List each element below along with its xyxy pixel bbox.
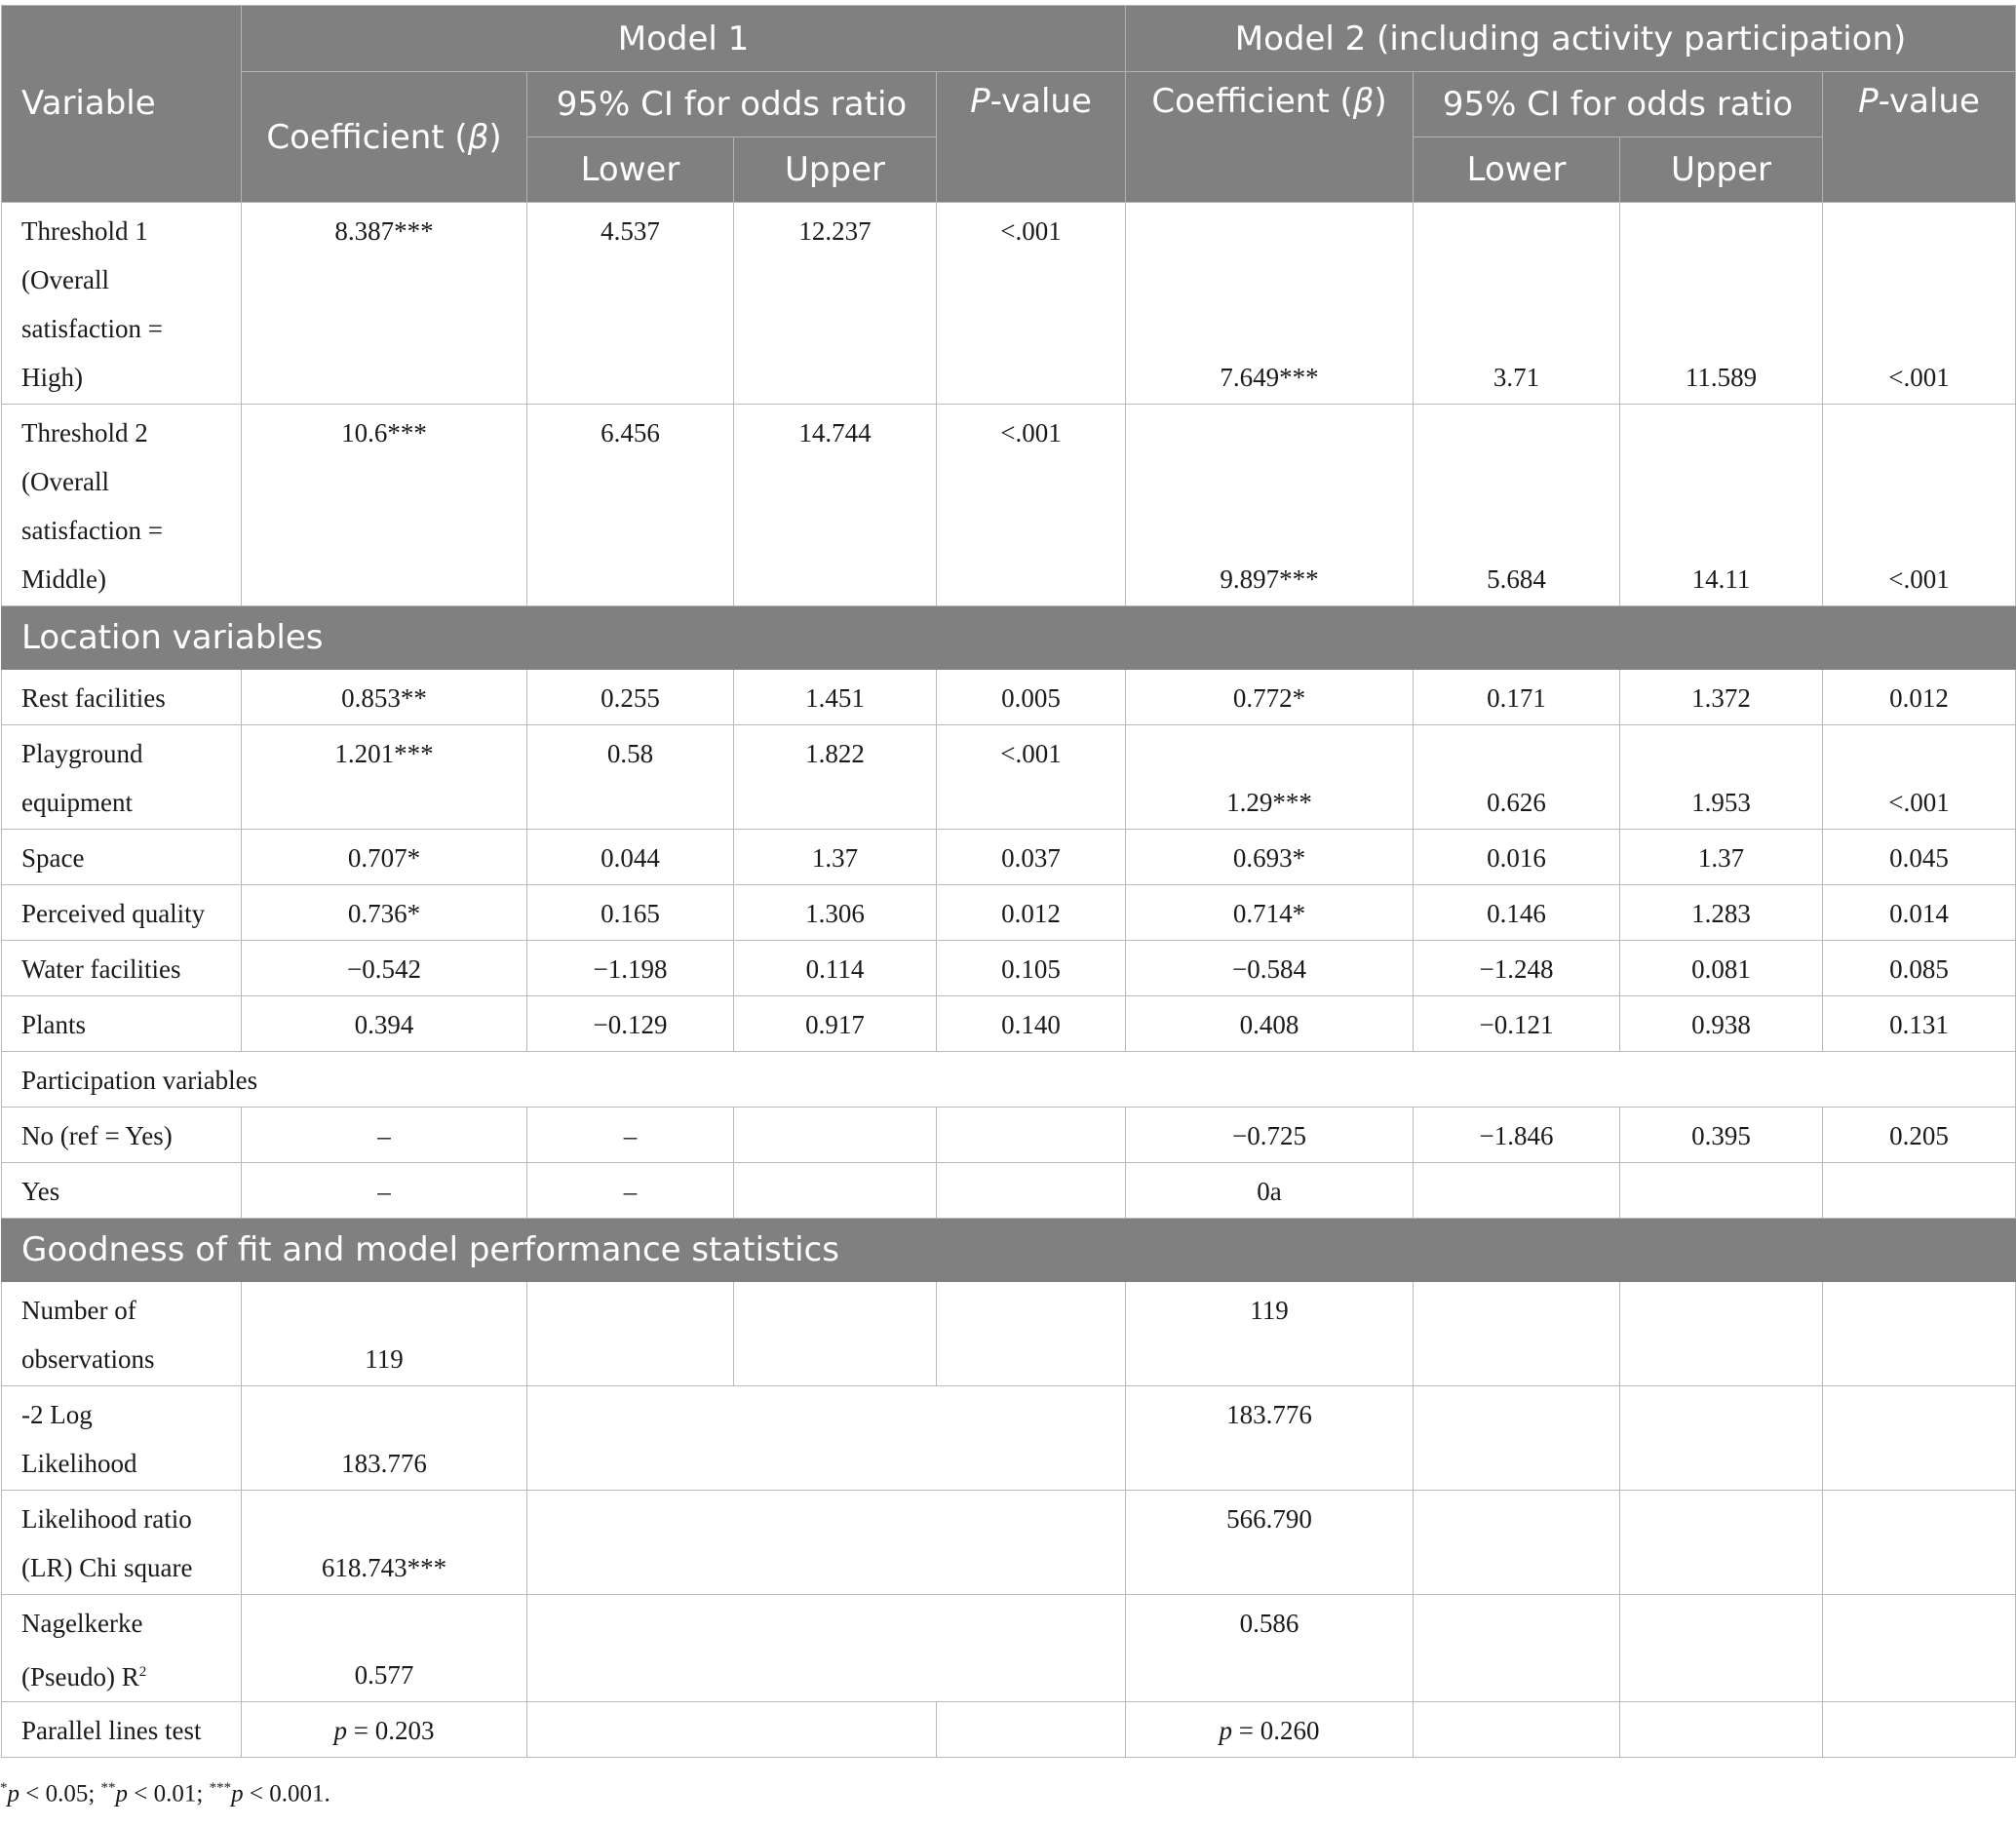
cell: 0.045 <box>1823 830 2016 885</box>
cell: 0.012 <box>937 885 1126 941</box>
section-title: Participation variables <box>2 1052 2016 1108</box>
cell: 14.11 <box>1620 405 1823 606</box>
cell: 0.408 <box>1126 996 1414 1052</box>
row-label: Likelihood ratio (LR) Chi square <box>2 1491 242 1595</box>
row-label: Yes <box>2 1163 242 1219</box>
section-participation <box>2 1052 2016 1108</box>
table-row <box>2 1108 2016 1163</box>
cell: 1.451 <box>734 670 937 725</box>
cell: 0.586 <box>1126 1595 1414 1702</box>
cell <box>527 1386 1126 1491</box>
cell: 566.790 <box>1126 1491 1414 1595</box>
cell <box>1823 1595 2016 1702</box>
cell: – <box>527 1163 734 1219</box>
cell <box>1823 1386 2016 1491</box>
row-label: Parallel lines test <box>2 1702 242 1758</box>
cell: <.001 <box>937 405 1126 606</box>
cell: 1.29*** <box>1126 725 1414 830</box>
row-label: Number of observations <box>2 1282 242 1386</box>
cell <box>1620 1163 1823 1219</box>
cell: 0.626 <box>1414 725 1620 830</box>
cell: 5.684 <box>1414 405 1620 606</box>
cell: 1.201*** <box>242 725 527 830</box>
cell: 0.165 <box>527 885 734 941</box>
cell: −0.725 <box>1126 1108 1414 1163</box>
header-coef-m2: Coefficient (β) <box>1126 72 1414 203</box>
cell: 1.283 <box>1620 885 1823 941</box>
table-row <box>2 830 2016 885</box>
header-ci-m2: 95% CI for odds ratio <box>1414 72 1823 137</box>
cell: 1.37 <box>734 830 937 885</box>
table-row <box>2 1386 2016 1491</box>
cell: <.001 <box>1823 725 2016 830</box>
row-label: Threshold 2 (Overall satisfaction = Middle) <box>2 405 242 606</box>
cell <box>1620 1386 1823 1491</box>
table-row <box>2 1163 2016 1219</box>
cell: p = 0.260 <box>1126 1702 1414 1758</box>
row-label: -2 Log Likelihood <box>2 1386 242 1491</box>
cell <box>527 1282 734 1386</box>
cell <box>1823 1491 2016 1595</box>
header-upper-m2: Upper <box>1620 137 1823 203</box>
cell <box>1414 1386 1620 1491</box>
cell <box>1823 1702 2016 1758</box>
cell: 0.140 <box>937 996 1126 1052</box>
row-label: Water facilities <box>2 941 242 996</box>
section-title: Goodness of fit and model performance statistics <box>2 1219 2016 1282</box>
table-row <box>2 1702 2016 1758</box>
cell: 618.743*** <box>242 1491 527 1595</box>
cell: <.001 <box>1823 203 2016 405</box>
cell: 0.938 <box>1620 996 1823 1052</box>
cell: 3.71 <box>1414 203 1620 405</box>
cell: 0.693* <box>1126 830 1414 885</box>
row-label: Playground equipment <box>2 725 242 830</box>
cell: 0a <box>1126 1163 1414 1219</box>
cell: 8.387*** <box>242 203 527 405</box>
cell: 1.37 <box>1620 830 1823 885</box>
cell: 11.589 <box>1620 203 1823 405</box>
cell: 0.205 <box>1823 1108 2016 1163</box>
cell <box>937 1702 1126 1758</box>
section-title: Location variables <box>2 606 2016 670</box>
header-variable: Variable <box>2 6 242 203</box>
cell: −1.248 <box>1414 941 1620 996</box>
cell <box>527 1595 1126 1702</box>
section-location <box>2 606 2016 670</box>
cell: 0.772* <box>1126 670 1414 725</box>
table-row <box>2 1595 2016 1702</box>
cell: 0.085 <box>1823 941 2016 996</box>
footnote: *p < 0.05; **p < 0.01; ***p < 0.001. <box>0 1780 330 1808</box>
cell: 119 <box>242 1282 527 1386</box>
table-row <box>2 1282 2016 1386</box>
header-lower-m2: Lower <box>1414 137 1620 203</box>
cell: 0.081 <box>1620 941 1823 996</box>
row-label: Threshold 1 (Overall satisfaction = High) <box>2 203 242 405</box>
cell <box>734 1108 937 1163</box>
header-model2: Model 2 (including activity participation) <box>1126 6 2016 72</box>
cell <box>1823 1163 2016 1219</box>
cell: 1.306 <box>734 885 937 941</box>
cell: 0.105 <box>937 941 1126 996</box>
header-model1: Model 1 <box>242 6 1126 72</box>
cell: 0.577 <box>242 1595 527 1702</box>
cell: 0.714* <box>1126 885 1414 941</box>
cell: 119 <box>1126 1282 1414 1386</box>
cell: 0.707* <box>242 830 527 885</box>
table-row <box>2 1491 2016 1595</box>
cell: 0.58 <box>527 725 734 830</box>
cell <box>937 1163 1126 1219</box>
cell: 0.395 <box>1620 1108 1823 1163</box>
cell <box>527 1702 937 1758</box>
table-row <box>2 203 2016 405</box>
row-label: Rest facilities <box>2 670 242 725</box>
cell: 0.037 <box>937 830 1126 885</box>
results-table <box>1 5 2016 1758</box>
cell: −1.198 <box>527 941 734 996</box>
row-label: Space <box>2 830 242 885</box>
table-row <box>2 885 2016 941</box>
cell <box>1414 1595 1620 1702</box>
cell: 0.131 <box>1823 996 2016 1052</box>
table-row <box>2 941 2016 996</box>
header-upper-m1: Upper <box>734 137 937 203</box>
cell: 7.649*** <box>1126 203 1414 405</box>
cell: <.001 <box>937 725 1126 830</box>
cell: 0.146 <box>1414 885 1620 941</box>
cell: <.001 <box>937 203 1126 405</box>
cell: 9.897*** <box>1126 405 1414 606</box>
cell: −0.121 <box>1414 996 1620 1052</box>
cell <box>1414 1491 1620 1595</box>
cell <box>1414 1702 1620 1758</box>
cell <box>1620 1491 1823 1595</box>
table-row <box>2 725 2016 830</box>
cell: −1.846 <box>1414 1108 1620 1163</box>
cell: – <box>527 1108 734 1163</box>
cell: 0.255 <box>527 670 734 725</box>
cell: 12.237 <box>734 203 937 405</box>
header-p-m1: P-value <box>937 72 1126 203</box>
cell: 0.853** <box>242 670 527 725</box>
cell <box>1414 1163 1620 1219</box>
cell: 0.012 <box>1823 670 2016 725</box>
row-label: Plants <box>2 996 242 1052</box>
cell: −0.129 <box>527 996 734 1052</box>
table-row <box>2 670 2016 725</box>
section-goodness <box>2 1219 2016 1282</box>
cell: 10.6*** <box>242 405 527 606</box>
header-coef-m1: Coefficient (β) <box>242 72 527 203</box>
cell <box>527 1491 1126 1595</box>
cell: p = 0.203 <box>242 1702 527 1758</box>
cell <box>1620 1282 1823 1386</box>
cell: 0.394 <box>242 996 527 1052</box>
cell <box>1620 1595 1823 1702</box>
cell <box>734 1282 937 1386</box>
cell: 1.372 <box>1620 670 1823 725</box>
cell <box>937 1282 1126 1386</box>
cell: 6.456 <box>527 405 734 606</box>
table-row <box>2 405 2016 606</box>
cell <box>937 1108 1126 1163</box>
cell: 0.114 <box>734 941 937 996</box>
cell <box>1414 1282 1620 1386</box>
cell: 0.016 <box>1414 830 1620 885</box>
header-ci-m1: 95% CI for odds ratio <box>527 72 937 137</box>
header-lower-m1: Lower <box>527 137 734 203</box>
cell: 0.917 <box>734 996 937 1052</box>
cell: −0.542 <box>242 941 527 996</box>
cell: 183.776 <box>242 1386 527 1491</box>
header-p-m2: P-value <box>1823 72 2016 203</box>
cell: 14.744 <box>734 405 937 606</box>
cell: 4.537 <box>527 203 734 405</box>
row-label: Nagelkerke (Pseudo) $R^2$ <box>2 1595 242 1702</box>
cell: −0.584 <box>1126 941 1414 996</box>
cell: 0.044 <box>527 830 734 885</box>
cell: <.001 <box>1823 405 2016 606</box>
row-label: No (ref = Yes) <box>2 1108 242 1163</box>
table-row <box>2 996 2016 1052</box>
cell <box>1823 1282 2016 1386</box>
cell: – <box>242 1163 527 1219</box>
cell: – <box>242 1108 527 1163</box>
cell: 0.736* <box>242 885 527 941</box>
cell: 1.953 <box>1620 725 1823 830</box>
cell: 0.014 <box>1823 885 2016 941</box>
cell: 183.776 <box>1126 1386 1414 1491</box>
cell: 0.171 <box>1414 670 1620 725</box>
row-label: Perceived quality <box>2 885 242 941</box>
cell: 1.822 <box>734 725 937 830</box>
cell: 0.005 <box>937 670 1126 725</box>
cell <box>734 1163 937 1219</box>
cell <box>1620 1702 1823 1758</box>
